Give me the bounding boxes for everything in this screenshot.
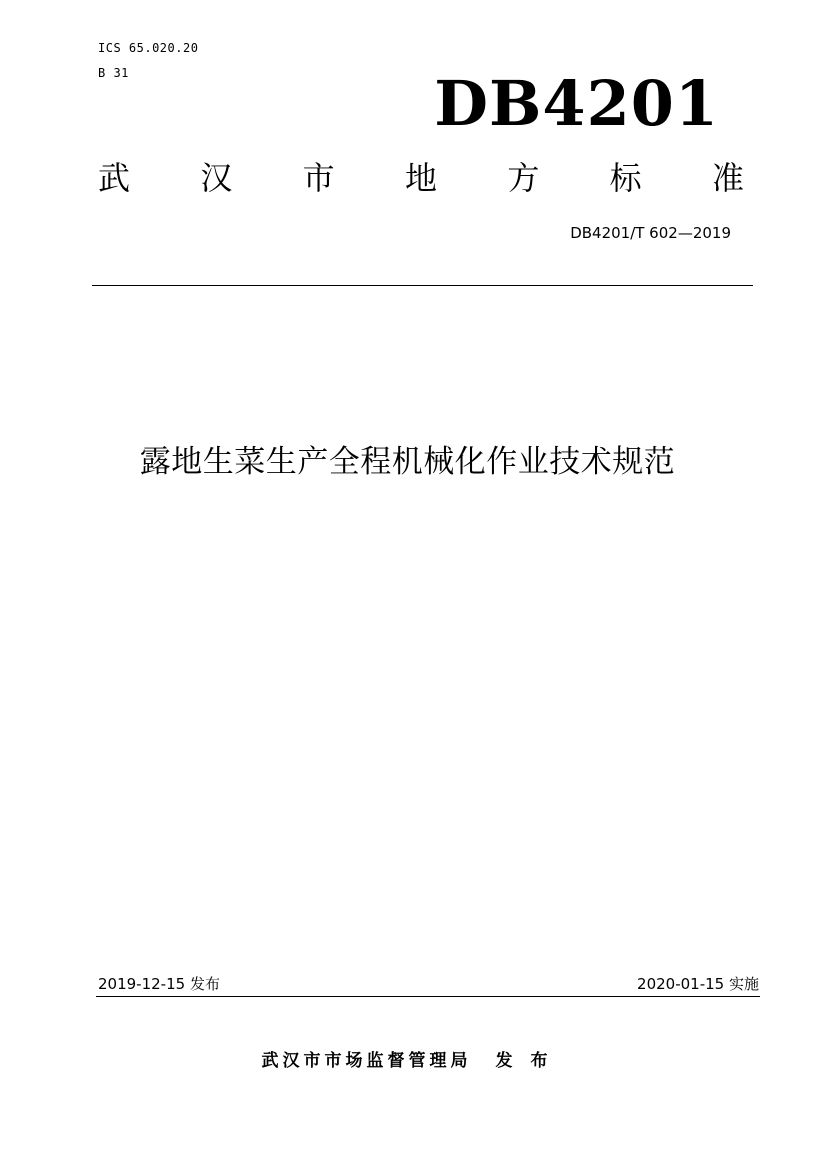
standard-number: DB4201/T 602—2019 [570, 224, 731, 242]
publish-label: 发 布 [495, 1051, 554, 1071]
ics-classification: ICS 65.020.20 [98, 41, 199, 55]
standard-type-char: 武 [98, 159, 131, 197]
implementation-date: 2020-01-15 实施 [637, 975, 759, 993]
standard-type-char: 标 [609, 159, 642, 197]
publisher-name: 武汉市市场监督管理局 [261, 1051, 472, 1071]
publisher-line [0, 1050, 815, 1072]
standard-type-char: 汉 [200, 159, 233, 197]
standard-type-char: 市 [302, 159, 335, 197]
document-title: 露地生菜生产全程机械化作业技术规范 [139, 444, 676, 480]
standard-type-char: 准 [711, 159, 744, 197]
issue-date: 2019-12-15 发布 [98, 975, 220, 993]
standard-type-char: 方 [507, 159, 540, 197]
standard-type-char: 地 [404, 159, 437, 197]
standard-code: DB4201 [434, 67, 719, 140]
standard-type-heading [98, 158, 744, 198]
footer-divider [96, 996, 760, 997]
header-divider [92, 285, 753, 286]
ccs-classification: B 31 [98, 66, 129, 80]
